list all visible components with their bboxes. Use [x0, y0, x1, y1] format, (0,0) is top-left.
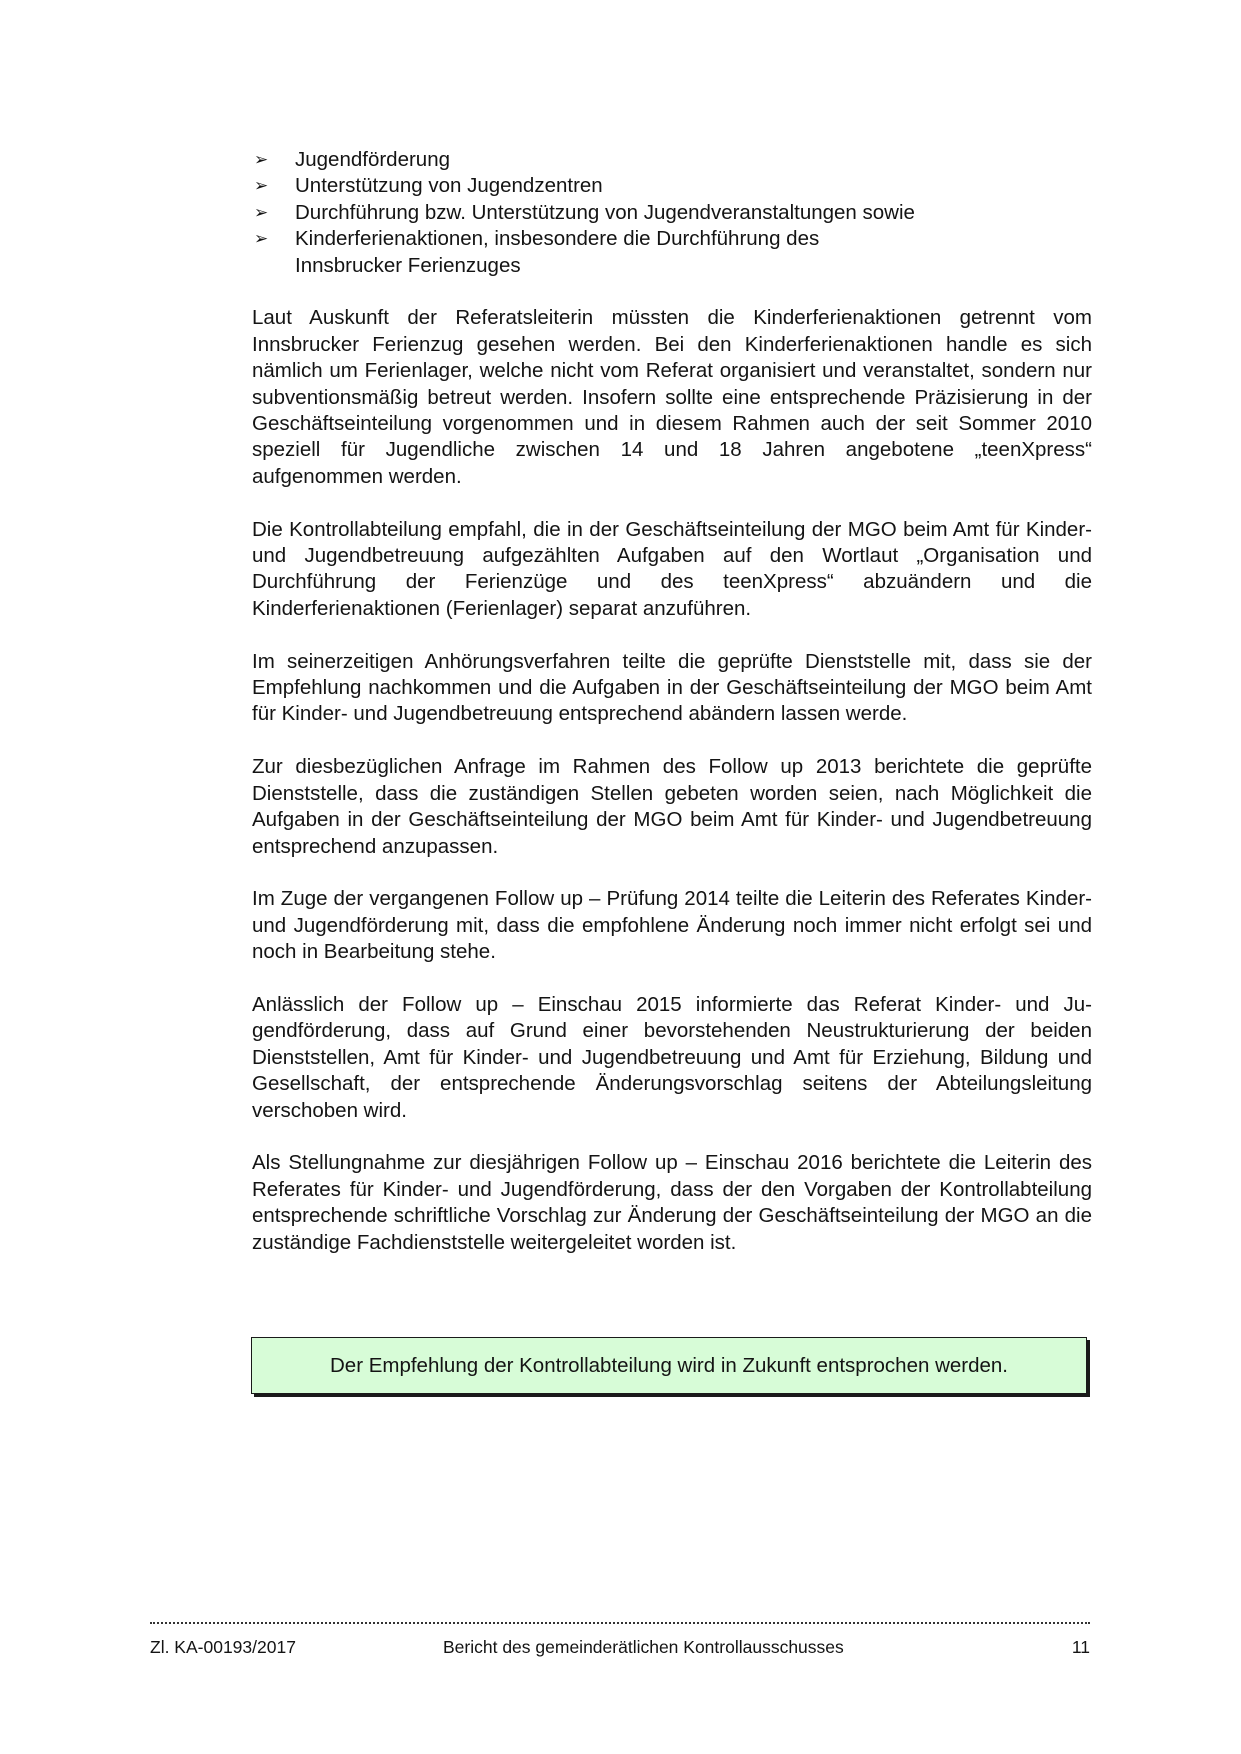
paragraph: Laut Auskunft der Referatsleiterin müssten die Kinderferienaktionen getrennt vom Innsbrucker Ferienzug gesehen werden. Bei den Kinderferienaktionen handle es sich nämlich um Ferienlager, welche nicht vom Referat organisiert und veranstaltet, sondern nur subventionsmäßig betreut werden. Insofern sollte eine entsprechende Präzisierung in der Geschäftseinteilung vorgenommen und in diesem Rahmen auch der seit Sommer 2010 speziell für Jugendliche zwischen 14 und 18 Jahren angebotene „teenXpress“ aufgenommen werden. — [252, 306, 1092, 488]
footer-divider — [150, 1622, 1090, 1624]
recommendation-callout-box — [251, 1337, 1087, 1394]
paragraph: Zur diesbezüglichen Anfrage im Rahmen des Follow up 2013 berichtete die geprüfte Dienststelle, dass die zuständigen Stellen gebeten worden seien, nach Möglichkeit die Aufgaben in der Geschäftseinteilung der MGO beim Amt für Kinder- und Jugendbetreuung entsprechend anzupassen. — [252, 755, 1092, 858]
paragraph: Als Stellungnahme zur diesjährigen Follow up – Einschau 2016 berichtete die Leiterin des Referates für Kinder- und Jugendförderung, dass der den Vorgaben der Kontrollabteilung entsprechende schriftliche Vorschlag zur Änderung der Geschäftseinteilung der MGO an die zuständige Fachdienststelle weitergeleitet worden ist. — [252, 1151, 1092, 1254]
list-item — [252, 173, 1092, 199]
list-item — [252, 200, 1092, 226]
arrow-bullet-icon: ➢ — [254, 150, 269, 169]
recommendation-callout-text: Der Empfehlung der Kontrollabteilung wird in Zukunft entsprochen werden. — [329, 1353, 1009, 1377]
list-item — [252, 226, 1092, 279]
arrow-bullet-icon: ➢ — [254, 202, 269, 222]
task-list — [252, 147, 1092, 279]
paragraph: Die Kontrollabteilung empfahl, die in der Geschäftseinteilung der MGO beim Amt für Kinder- und Jugendbetreuung aufgezählten Aufgaben auf den Wortlaut „Organisation und Durchführung der Ferienzüge und des teenXpress“ abzuändern und die Kinderferienaktionen (Ferienlager) separat anzuführen. — [252, 517, 1092, 620]
page-footer — [150, 1637, 1090, 1658]
report-title: Bericht des gemeinderätlichen Kontrollausschusses — [443, 1637, 844, 1657]
list-item — [252, 147, 1092, 173]
list-item-text: Unterstützung von Jugendzentren — [295, 174, 603, 198]
page-number: 11 — [1071, 1637, 1090, 1657]
paragraph: Anlässlich der Follow up – Einschau 2015 informierte das Referat Kinder- und Jugendförderung, dass auf Grund einer bevorstehenden Neustrukturierung der beiden Dienststellen, Amt für Kinder- und Jugendbetreuung und Amt für Erziehung, Bildung und Gesellschaft, der entsprechende Änderungsvorschlag seitens der Abteilungsleitung verschoben wird. — [252, 992, 1092, 1122]
paragraph: Im seinerzeitigen Anhörungsverfahren teilte die geprüfte Dienststelle mit, dass sie der Empfehlung nachkommen und die Aufgaben in der Geschäftseinteilung der MGO beim Amt für Kinder- und Jugendbetreuung entsprechend abändern lassen werde. — [252, 649, 1092, 726]
list-item-text: Jugendförderung — [295, 148, 451, 171]
list-item-text: Kinderferienaktionen, insbesondere die Durchführung des Innsbrucker Ferienzuges — [295, 227, 820, 277]
document-reference: Zl. KA-00193/2017 — [150, 1637, 296, 1657]
arrow-bullet-icon: ➢ — [254, 176, 269, 196]
list-item-text: Durchführung bzw. Unterstützung von Jugendveranstaltungen sowie — [295, 200, 915, 224]
arrow-bullet-icon: ➢ — [254, 229, 269, 249]
paragraph: Im Zuge der vergangenen Follow up – Prüfung 2014 teilte die Leiterin des Referates Kinder- und Jugendförderung mit, dass die empfohlene Änderung noch immer nicht erfolgt sei und noch in Bearbeitung stehe. — [252, 887, 1092, 964]
page-body — [252, 147, 1092, 1256]
